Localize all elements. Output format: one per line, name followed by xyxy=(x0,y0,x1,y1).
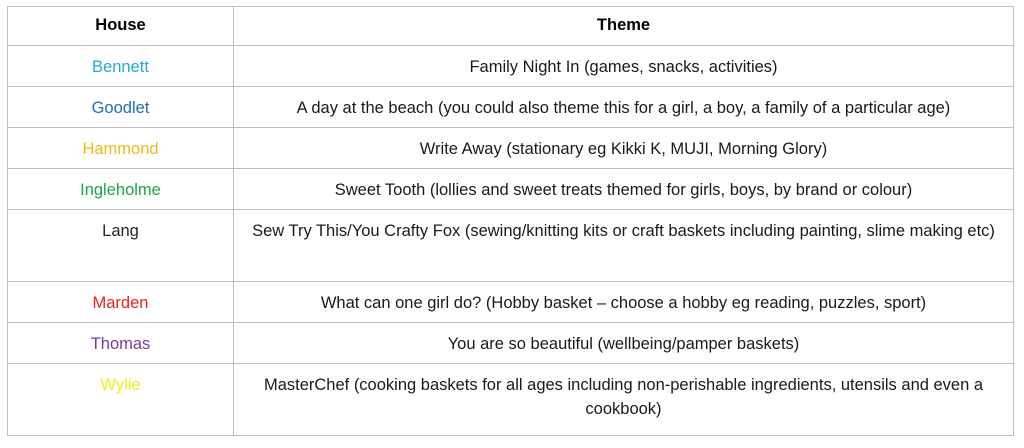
table-row xyxy=(8,282,1014,323)
header-theme: Theme xyxy=(234,7,1014,46)
house-theme-table xyxy=(7,6,1014,436)
theme-description: Write Away (stationary eg Kikki K, MUJI, Morning Glory) xyxy=(234,128,1014,169)
table-row xyxy=(8,128,1014,169)
theme-description: What can one girl do? (Hobby basket – choose a hobby eg reading, puzzles, sport) xyxy=(234,282,1014,323)
house-name-ingleholme: Ingleholme xyxy=(8,169,234,210)
header-row xyxy=(8,7,1014,46)
table-row xyxy=(8,87,1014,128)
theme-description: Sweet Tooth (lollies and sweet treats themed for girls, boys, by brand or colour) xyxy=(234,169,1014,210)
theme-description: You are so beautiful (wellbeing/pamper baskets) xyxy=(234,323,1014,364)
house-name-wylie: Wylie xyxy=(8,364,234,436)
house-name-thomas: Thomas xyxy=(8,323,234,364)
house-name-hammond: Hammond xyxy=(8,128,234,169)
house-name-lang: Lang xyxy=(8,210,234,282)
house-name-bennett: Bennett xyxy=(8,46,234,87)
table-row xyxy=(8,210,1014,282)
table-row xyxy=(8,323,1014,364)
table-row xyxy=(8,46,1014,87)
theme-description: A day at the beach (you could also theme this for a girl, a boy, a family of a particular age) xyxy=(234,87,1014,128)
theme-description: MasterChef (cooking baskets for all ages including non-perishable ingredients, utensils and even a cookbook) xyxy=(234,364,1014,436)
header-house: House xyxy=(8,7,234,46)
table-header xyxy=(8,7,1014,46)
house-name-marden: Marden xyxy=(8,282,234,323)
house-name-goodlet: Goodlet xyxy=(8,87,234,128)
theme-description: Family Night In (games, snacks, activities) xyxy=(234,46,1014,87)
table-row xyxy=(8,364,1014,436)
table-body xyxy=(8,46,1014,436)
table-row xyxy=(8,169,1014,210)
theme-description: Sew Try This/You Crafty Fox (sewing/knitting kits or craft baskets including painting, slime making etc) xyxy=(234,210,1014,282)
